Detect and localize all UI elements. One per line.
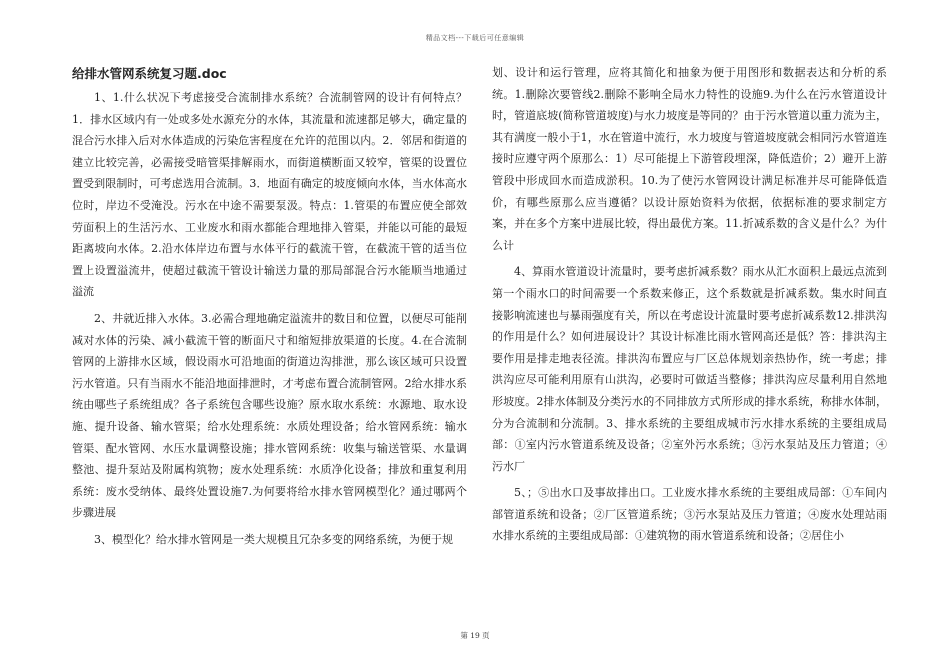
right-column bbox=[492, 62, 887, 547]
left-column bbox=[72, 62, 467, 550]
paragraph: 划、设计和运行管理，应将其简化和抽象为便于用图形和数据表达和分析的系统。1.删除次要管线2.删除不影响全局水力特性的设施9.为什么在污水管道设计时，管道底坡(简称管道坡度)与水力坡度是等同的？由于污水管道以重力流为主，其有满度一般小于1，水在管道中流行，水力坡度与管道坡度就会相同污水管道连接时应遵守两个原那么：1）尽可能提上下游管段埋深，降低造价；2）避开上游管段中形成回水而造成淤积。10.为了使污水管网设计满足标准并尽可能降低造价，有哪些原那么应当遵循？以设计原始资料为依据，依据标准的要求制定方案，并在多个方案中进展比较，得出最优方案。11.折减系数的含义是什么？为什么计 bbox=[492, 66, 887, 252]
paragraph: 1、1.什么状况下考虑接受合流制排水系统？合流制管网的设计有何特点？1．排水区域内有一处或多处水源充分的水体，其流量和流速都足够大，确定量的混合污水排入后对水体造成的污染危害程度在允许的范围以内。2．邻居和街道的建立比较完善，必需接受暗管渠排解雨水，而街道横断面又较窄，管渠的设置位置受到限制时，可考虑选用合流制。3．地面有确定的坡度倾向水体，当水体高水位时，岸边不受淹没。污水在中途不需要泵汲。特点：1.管渠的布置应使全部效劳面积上的生活污水、工业废水和雨水都能合理地排入管渠，并能以可能的最短距离坡向水体。2.沿水体岸边布置与水体平行的截流干管，在截流干管的适当位置上设置溢流井，使超过截流干管设计输送力量的那局部混合污水能顺当地通过溢流 bbox=[72, 91, 467, 299]
paragraph: 5、；⑤出水口及事故排出口。工业废水排水系统的主要组成局部：①车间内部管道系统和设备；②厂区管道系统；③污水泵站及压力管道；④废水处理站雨水排水系统的主要组成局部：①建筑物的雨水管道系统和设备；②居住小 bbox=[492, 486, 887, 543]
page-number: 第 19 页 bbox=[460, 631, 490, 640]
paragraph: 2、井就近排入水体。3.必需合理地确定溢流井的数目和位置，以便尽可能削减对水体的污染、减小截流干管的断面尺寸和缩短排放渠道的长度。4.在合流制管网的上游排水区域，假设雨水可沿地面的街道边沟排泄，那么该区域可只设置污水管道。只有当雨水不能沿地面排泄时，才考虑布置合流制管网。2给水排水系统由哪些子系统组成？各子系统包含哪些设施？原水取水系统：水源地、取水设施、提升设备、输水管渠；给水处理系统：水质处理设备；给水管网系统：输水管渠、配水管网、水压水量调整设施；排水管网系统：收集与输送管渠、水量调整池、提升泵站及附属构筑物；废水处理系统：水质净化设备；排放和重复利用系统：废水受纳体、最终处置设施7.为何要将给水排水管网模型化？通过哪两个步骤进展 bbox=[72, 311, 467, 520]
document-title: 给排水管网系统复习题.doc bbox=[72, 66, 227, 81]
paragraph: 3、模型化？给水排水管网是一类大规模且冗杂多变的网络系统，为便于规 bbox=[94, 532, 453, 546]
paragraph: 4、算雨水管道设计流量时，要考虑折减系数？雨水从汇水面积上最远点流到第一个雨水口的时间需要一个系数来修正，这个系数就是折减系数。集水时间直接影响流速也与暴雨强度有关，所以在考虑设计流量时要考虑折减系数12.排洪沟的作用是什么？如何进展设计？其设计标准比雨水管网高还是低？答：排洪沟主要作用是排走地表径流。排洪沟布置应与厂区总体规划亲热协作，统一考虑；排洪沟应尽可能利用原有山洪沟，必要时可做适当整修；排洪沟应尽量利用自然地形坡度。2排水体制及分类污水的不同排放方式所形成的排水系统，称排水体制，分为合流制和分流制。3、排水系统的主要组成城市污水排水系统的主要组成局部：①室内污水管道系统及设备；②室外污水系统；③污水泵站及压力管道；④污水厂 bbox=[492, 265, 887, 473]
page-header: 精品文档---下载后可任意编辑 bbox=[425, 34, 525, 42]
